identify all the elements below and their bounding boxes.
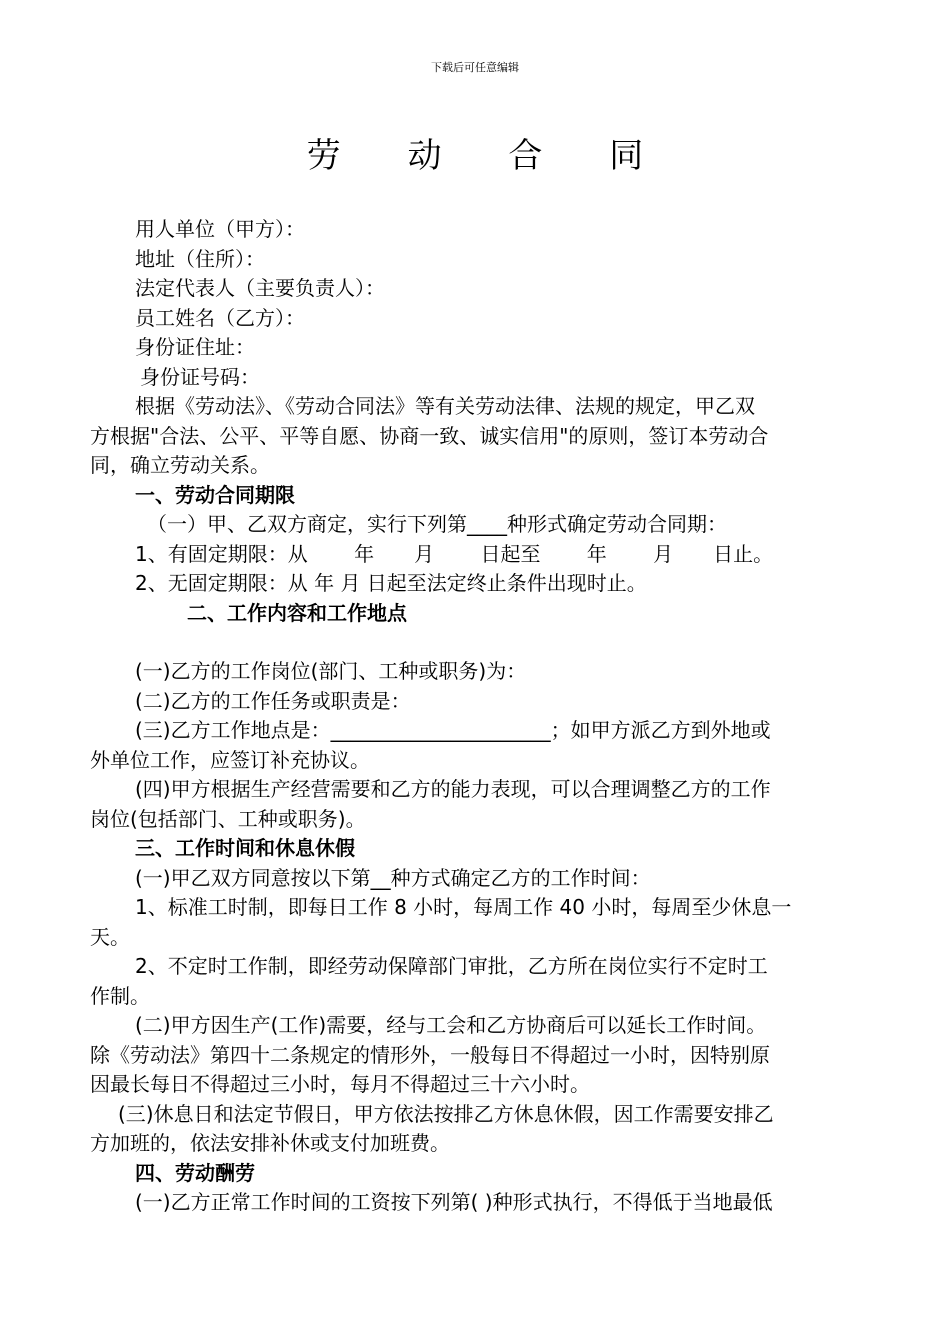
field-address: 地址（住所）： [135, 246, 265, 271]
clause-line: (二)甲方因生产(工作)需要，经与工会和乙方协商后可以延长工作时间。 [135, 1013, 767, 1037]
clause-line: 方加班的，依法安排补休或支付加班费。 [90, 1131, 450, 1155]
clause-line: (三)乙方工作地点是：______________________；如甲方派乙方到外地或 [135, 718, 771, 742]
section-heading-3: 三、工作时间和休息休假 [135, 836, 355, 860]
document-title: 劳 动 合 同 [306, 136, 672, 176]
clause-line: 1、有固定期限：从 年 月 日起至 年 月 日止。 [135, 541, 774, 566]
header-note: 下载后可任意编辑 [431, 61, 519, 74]
section-heading-4: 四、劳动酬劳 [135, 1160, 255, 1185]
clause-line: 2、无固定期限：从 年 月 日起至法定终止条件出现时止。 [135, 571, 647, 595]
contract-body [90, 215, 860, 1218]
section-heading-1: 一、劳动合同期限 [135, 482, 295, 507]
clause-line: 天。 [90, 924, 130, 949]
clause-line: 作制。 [90, 983, 150, 1008]
clause-line: (一)乙方的工作岗位(部门、工种或职务)为： [135, 659, 527, 683]
paragraph-line: 根据《劳动法》、《劳动合同法》等有关劳动法律、法规的规定，甲乙双 [135, 394, 755, 418]
field-employer: 用人单位（甲方）： [135, 217, 305, 241]
section-heading-2: 二、工作内容和工作地点 [187, 600, 407, 625]
clause-line: 岗位(包括部门、工种或职务)。 [90, 806, 366, 831]
clause-line: 因最长每日不得超过三小时，每月不得超过三十六小时。 [90, 1072, 590, 1096]
paragraph-line: 同，确立劳动关系。 [90, 453, 270, 477]
clause-line: 1、标准工时制，即每日工作 8 小时，每周工作 40 小时，每周至少休息一 [135, 895, 792, 919]
clause-line: (一)乙方正常工作时间的工资按下列第( )种形式执行，不得低于当地最低 [135, 1190, 773, 1214]
field-id-address: 身份证住址： [135, 335, 255, 359]
clause-line: （一）甲、乙双方商定，实行下列第____种形式确定劳动合同期： [147, 512, 727, 536]
field-id-number: 身份证号码： [140, 364, 260, 389]
field-legal-representative: 法定代表人（主要负责人）： [135, 276, 385, 300]
clause-line: (一)甲乙双方同意按以下第__种方式确定乙方的工作时间： [135, 865, 651, 890]
clause-line: (二)乙方的工作任务或职责是： [135, 688, 411, 713]
clause-line: 2、不定时工作制，即经劳动保障部门审批，乙方所在岗位实行不定时工 [135, 954, 768, 978]
clause-line: (四)甲方根据生产经营需要和乙方的能力表现，可以合理调整乙方的工作 [135, 777, 771, 801]
clause-line: 除《劳动法》第四十二条规定的情形外，一般每日不得超过一小时，因特别原 [90, 1042, 770, 1067]
clause-line: 外单位工作，应签订补充协议。 [90, 747, 370, 772]
blank-line [90, 628, 860, 657]
field-employee-name: 员工姓名（乙方）： [135, 305, 305, 330]
paragraph-line: 方根据"合法、公平、平等自愿、协商一致、诚实信用"的原则，签订本劳动合 [90, 423, 769, 448]
clause-line: (三)休息日和法定节假日，甲方依法按排乙方休息休假，因工作需要安排乙 [118, 1101, 774, 1126]
